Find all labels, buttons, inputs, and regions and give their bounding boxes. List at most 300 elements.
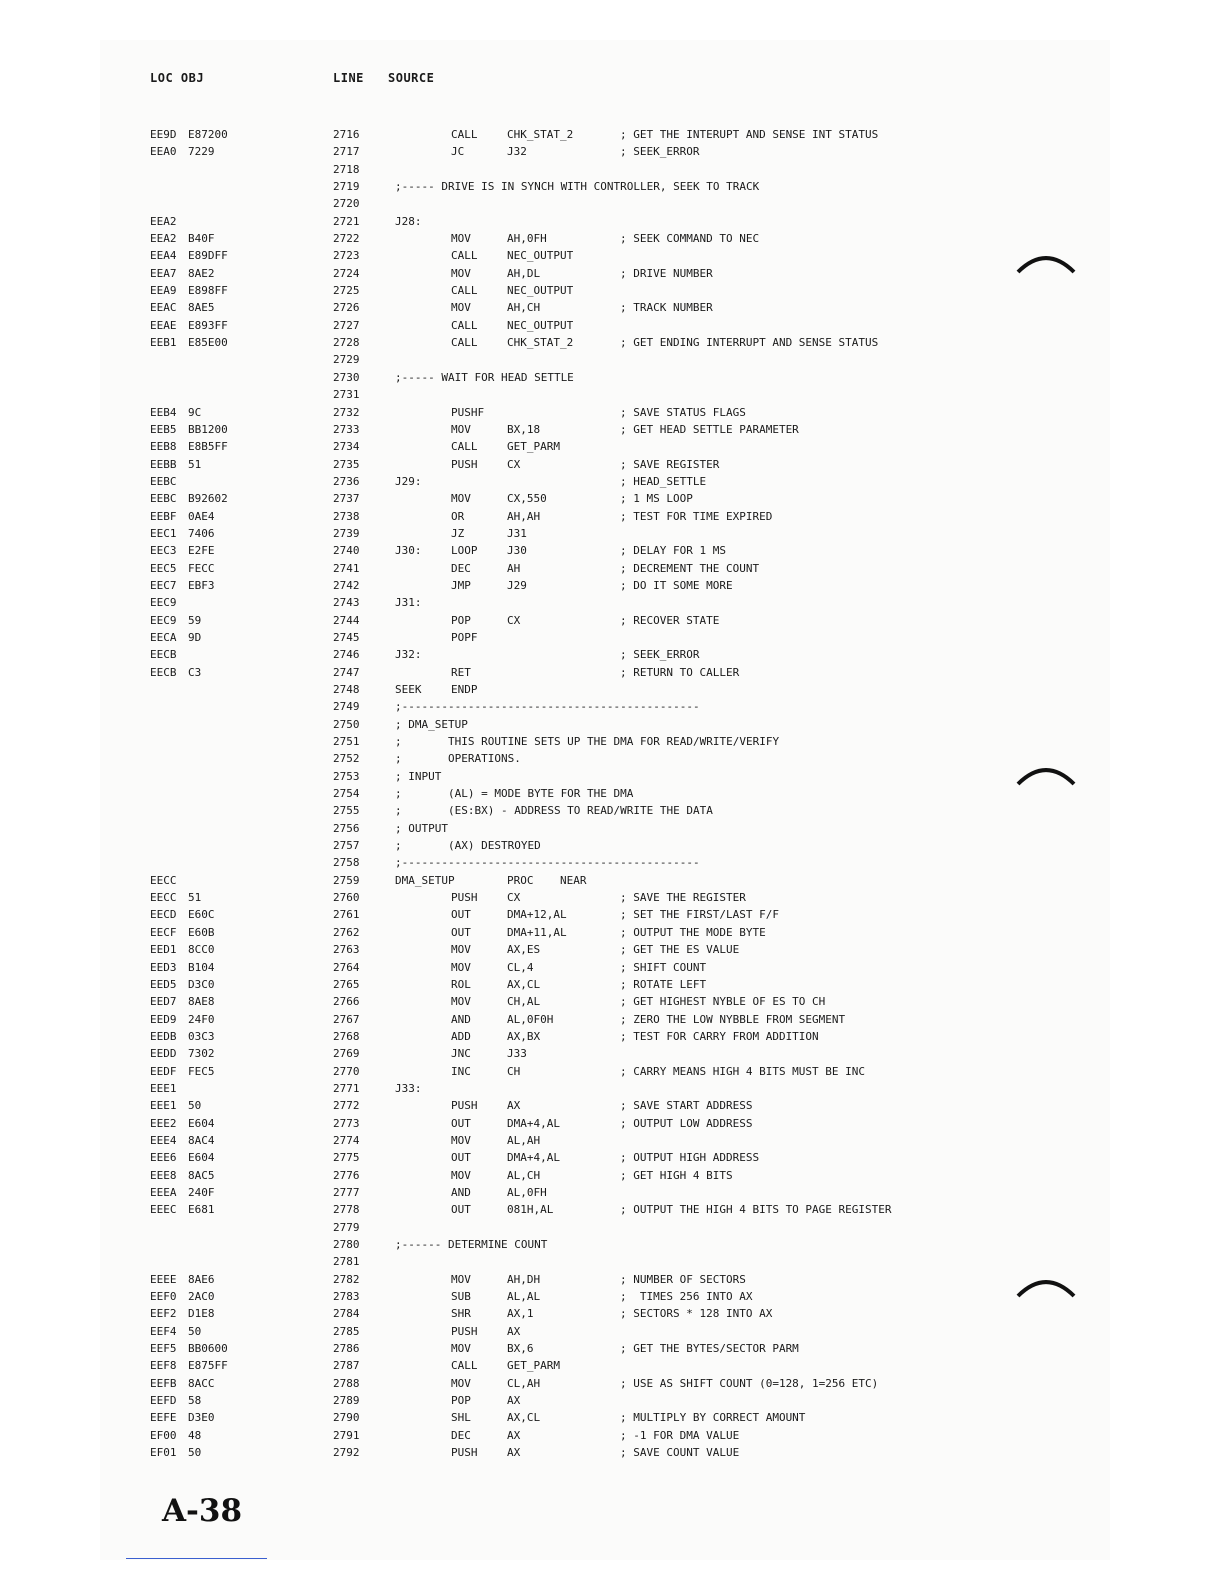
line-number: 2742 — [333, 578, 360, 592]
listing-row — [0, 716, 1224, 733]
obj-cell: E60C — [188, 908, 215, 922]
listing-row — [0, 1080, 1224, 1097]
loc-cell: EF01 — [150, 1446, 177, 1460]
loc-cell: EEFB — [150, 1376, 177, 1390]
loc-cell: EECB — [150, 665, 177, 679]
listing-row — [0, 508, 1224, 525]
opcode-cell: CALL — [451, 318, 478, 332]
line-number: 2765 — [333, 977, 360, 991]
comment-cell: ; SEEK_ERROR — [620, 648, 700, 662]
obj-cell: E2FE — [188, 544, 215, 558]
listing-row — [0, 802, 1224, 819]
obj-cell: 8AE2 — [188, 266, 215, 280]
line-number: 2767 — [333, 1012, 360, 1026]
operand-cell: AX — [507, 1394, 521, 1408]
operand-cell: BX,6 — [507, 1342, 534, 1356]
operand-cell: AL,CH — [507, 1168, 541, 1182]
comment-cell: ; OUTPUT HIGH ADDRESS — [620, 1151, 760, 1165]
loc-cell: EF00 — [150, 1428, 177, 1442]
operand-cell: DMA+4,AL — [507, 1151, 560, 1165]
line-number: 2743 — [333, 596, 360, 610]
line-number: 2735 — [333, 457, 360, 471]
obj-cell: 51 — [188, 457, 202, 471]
listing-row — [0, 854, 1224, 871]
listing-row — [0, 560, 1224, 577]
loc-cell: EEBC — [150, 492, 177, 506]
loc-cell: EEB1 — [150, 336, 177, 350]
obj-cell: D3C0 — [188, 977, 215, 991]
comment-cell: ; NUMBER OF SECTORS — [620, 1272, 746, 1286]
operand-cell: AX,CL — [507, 1411, 541, 1425]
operand-cell: J33 — [507, 1047, 527, 1061]
loc-cell: EEBC — [150, 474, 177, 488]
loc-cell: EE9D — [150, 128, 177, 141]
obj-cell: E8B5FF — [188, 440, 228, 454]
line-number: 2737 — [333, 492, 360, 506]
footer-rule — [126, 1558, 267, 1559]
obj-cell: 240F — [188, 1185, 215, 1199]
comment-cell: ; TRACK NUMBER — [620, 301, 713, 315]
operand-cell: AH,DH — [507, 1272, 541, 1286]
source-text: ;--------------------------------------------- — [395, 856, 700, 870]
listing-row — [0, 1357, 1224, 1374]
listing-row — [0, 213, 1224, 230]
header-loc-obj: LOC OBJ — [150, 71, 205, 85]
loc-cell: EEA7 — [150, 266, 177, 280]
comment-cell: ; USE AS SHIFT COUNT (0=128, 1=256 ETC) — [620, 1376, 879, 1390]
loc-cell: EEA4 — [150, 249, 177, 263]
listing-row — [0, 1011, 1224, 1028]
listing-row — [0, 1097, 1224, 1114]
comment-cell: ; RECOVER STATE — [620, 613, 720, 627]
source-text: ; THIS ROUTINE SETS UP THE DMA FOR READ/WRITE/VERIFY — [395, 735, 780, 749]
operand-cell: NEC_OUTPUT — [507, 284, 574, 298]
operand-cell: AX — [507, 1428, 521, 1442]
operand-cell: AX,1 — [507, 1307, 534, 1321]
comment-cell: ; ZERO THE LOW NYBBLE FROM SEGMENT — [620, 1012, 846, 1026]
comment-cell: ; GET HIGHEST NYBLE OF ES TO CH — [620, 995, 826, 1009]
obj-cell: 8AC4 — [188, 1133, 215, 1147]
loc-cell: EEE8 — [150, 1168, 177, 1182]
comment-cell: ; GET THE INTERUPT AND SENSE INT STATUS — [620, 128, 879, 141]
opcode-cell: OR — [451, 509, 465, 523]
loc-cell: EEE1 — [150, 1081, 177, 1095]
opcode-cell: POPF — [451, 630, 478, 644]
opcode-cell: ADD — [451, 1029, 471, 1043]
operand-cell: DMA+12,AL — [507, 908, 567, 922]
label-cell: J31: — [395, 596, 422, 610]
listing-row — [0, 473, 1224, 490]
obj-cell: B92602 — [188, 492, 228, 506]
comment-cell: ; CARRY MEANS HIGH 4 BITS MUST BE INC — [620, 1064, 866, 1078]
label-cell: SEEK — [395, 683, 422, 696]
obj-cell: 8AE8 — [188, 995, 215, 1009]
line-number: 2736 — [333, 474, 360, 488]
line-number: 2727 — [333, 318, 360, 332]
obj-cell: 50 — [188, 1446, 202, 1460]
opcode-cell: OUT — [451, 1151, 471, 1165]
loc-cell: EEB4 — [150, 405, 177, 419]
line-number: 2784 — [333, 1307, 360, 1321]
opcode-cell: PUSH — [451, 457, 478, 471]
listing-row — [0, 525, 1224, 542]
operand-cell: CL,4 — [507, 960, 534, 974]
listing-row — [0, 1115, 1224, 1132]
opcode-cell: OUT — [451, 925, 471, 939]
listing-row — [0, 629, 1224, 646]
line-number: 2723 — [333, 249, 360, 263]
operand-cell: CX — [507, 613, 521, 627]
binder-hole-mark — [1016, 762, 1076, 792]
line-number: 2754 — [333, 787, 360, 801]
comment-cell: ; GET ENDING INTERRUPT AND SENSE STATUS — [620, 336, 879, 350]
line-number: 2718 — [333, 162, 360, 176]
loc-cell: EECF — [150, 925, 177, 939]
opcode-cell: SHL — [451, 1411, 471, 1425]
operand-cell: NEC_OUTPUT — [507, 318, 574, 332]
operand-cell: BX,18 — [507, 422, 541, 436]
source-text: ; DMA_SETUP — [395, 717, 468, 731]
loc-cell: EEC3 — [150, 544, 177, 558]
comment-cell: ; DELAY FOR 1 MS — [620, 544, 726, 558]
line-number: 2792 — [333, 1446, 360, 1460]
listing-row — [0, 1167, 1224, 1184]
loc-cell: EEF8 — [150, 1359, 177, 1373]
operand-cell: CHK_STAT_2 — [507, 128, 574, 141]
obj-cell: 58 — [188, 1394, 202, 1408]
listing-row — [0, 1132, 1224, 1149]
line-number: 2746 — [333, 648, 360, 662]
obj-cell: E604 — [188, 1116, 215, 1130]
obj-cell: FECC — [188, 561, 215, 575]
opcode-cell: MOV — [451, 266, 471, 280]
line-number: 2770 — [333, 1064, 360, 1078]
loc-cell: EEE6 — [150, 1151, 177, 1165]
obj-cell: 8AE5 — [188, 301, 215, 315]
loc-cell: EEA9 — [150, 284, 177, 298]
obj-cell: BB0600 — [188, 1342, 228, 1356]
comment-cell: ; RETURN TO CALLER — [620, 665, 740, 679]
operand-cell: AX,ES — [507, 943, 541, 957]
loc-cell: EEEC — [150, 1203, 177, 1217]
opcode-cell: JZ — [451, 526, 465, 540]
line-number: 2748 — [333, 683, 360, 696]
loc-cell: EED5 — [150, 977, 177, 991]
operand-cell: CHK_STAT_2 — [507, 336, 574, 350]
listing-row — [0, 1219, 1224, 1236]
obj-cell: C3 — [188, 665, 202, 679]
opcode-cell: MOV — [451, 1272, 471, 1286]
operand-cell: AH,0FH — [507, 232, 547, 246]
loc-cell: EEF0 — [150, 1290, 177, 1304]
obj-cell: D1E8 — [188, 1307, 215, 1321]
listing-row — [0, 1028, 1224, 1045]
opcode-cell: CALL — [451, 336, 478, 350]
line-number: 2779 — [333, 1220, 360, 1234]
listing-row — [0, 924, 1224, 941]
comment-cell: ; 1 MS LOOP — [620, 492, 693, 506]
obj-cell: 2AC0 — [188, 1290, 215, 1304]
opcode-cell: ENDP — [451, 683, 478, 696]
comment-cell: ; DRIVE NUMBER — [620, 266, 713, 280]
header-line: LINE — [333, 71, 364, 85]
opcode-cell: MOV — [451, 1168, 471, 1182]
loc-cell: EEC5 — [150, 561, 177, 575]
loc-cell: EEAE — [150, 318, 177, 332]
opcode-cell: RET — [451, 665, 471, 679]
operand-cell: CH,AL — [507, 995, 541, 1009]
obj-cell: 7302 — [188, 1047, 215, 1061]
comment-cell: ; SAVE THE REGISTER — [620, 891, 746, 905]
operand-cell: CX,550 — [507, 492, 547, 506]
obj-cell: E60B — [188, 925, 215, 939]
line-number: 2753 — [333, 769, 360, 783]
line-number: 2781 — [333, 1255, 360, 1269]
source-text: ;--------------------------------------------- — [395, 700, 700, 714]
listing-row — [0, 456, 1224, 473]
listing-row — [0, 282, 1224, 299]
opcode-cell: OUT — [451, 1203, 471, 1217]
listing-row — [0, 820, 1224, 837]
opcode-cell: MOV — [451, 1342, 471, 1356]
line-number: 2730 — [333, 370, 360, 384]
listing-row — [0, 1340, 1224, 1357]
opcode-cell: JNC — [451, 1047, 471, 1061]
operand-cell: J30 — [507, 544, 527, 558]
operand-cell: J29 — [507, 578, 527, 592]
loc-cell: EEBB — [150, 457, 177, 471]
opcode-cell: MOV — [451, 232, 471, 246]
opcode-cell: MOV — [451, 995, 471, 1009]
opcode-cell: CALL — [451, 284, 478, 298]
line-number: 2717 — [333, 145, 360, 159]
line-number: 2791 — [333, 1428, 360, 1442]
line-number: 2782 — [333, 1272, 360, 1286]
obj-cell: 24F0 — [188, 1012, 215, 1026]
listing-row — [0, 230, 1224, 247]
listing-row — [0, 906, 1224, 923]
obj-cell: B104 — [188, 960, 215, 974]
source-text: ;------ DETERMINE COUNT — [395, 1238, 548, 1251]
obj-cell: 8AE6 — [188, 1272, 215, 1286]
comment-cell: ; OUTPUT THE HIGH 4 BITS TO PAGE REGISTER — [620, 1203, 892, 1217]
loc-cell: EEC9 — [150, 596, 177, 610]
line-number: 2725 — [333, 284, 360, 298]
label-cell: DMA_SETUP — [395, 873, 455, 887]
listing-row — [0, 1184, 1224, 1201]
label-cell: J33: — [395, 1081, 422, 1095]
operand-cell: AH,DL — [507, 266, 541, 280]
obj-cell: E898FF — [188, 284, 228, 298]
opcode-cell: CALL — [451, 249, 478, 263]
listing-row — [0, 490, 1224, 507]
listing-row — [0, 733, 1224, 750]
operand-cell: DMA+11,AL — [507, 925, 567, 939]
line-number: 2739 — [333, 526, 360, 540]
listing-row — [0, 299, 1224, 316]
line-number: 2752 — [333, 752, 360, 766]
comment-cell: ; ROTATE LEFT — [620, 977, 707, 991]
opcode-cell: SUB — [451, 1290, 471, 1304]
operand-cell: 081H,AL — [507, 1203, 554, 1217]
operand-cell: AH,AH — [507, 509, 541, 523]
comment-cell: ; GET HIGH 4 BITS — [620, 1168, 733, 1182]
line-number: 2749 — [333, 700, 360, 714]
listing-row — [0, 1201, 1224, 1218]
line-number: 2728 — [333, 336, 360, 350]
source-text: ;----- DRIVE IS IN SYNCH WITH CONTROLLER, SEEK TO TRACK — [395, 180, 760, 194]
source-text: ; OPERATIONS. — [395, 752, 521, 766]
line-number: 2722 — [333, 232, 360, 246]
opcode-cell: CALL — [451, 1359, 478, 1373]
line-number: 2757 — [333, 839, 360, 853]
opcode-cell: SHR — [451, 1307, 471, 1321]
line-number: 2724 — [333, 266, 360, 280]
loc-cell: EEE2 — [150, 1116, 177, 1130]
source-text: ; (AX) DESTROYED — [395, 839, 541, 853]
listing-row — [0, 681, 1224, 698]
listing-row — [0, 161, 1224, 178]
listing-row — [0, 1444, 1224, 1461]
comment-cell: ; SAVE START ADDRESS — [620, 1099, 753, 1113]
obj-cell: E85E00 — [188, 336, 228, 350]
listing-row — [0, 1392, 1224, 1409]
label-cell: J32: — [395, 648, 422, 662]
operand-cell: PROC NEAR — [507, 873, 587, 887]
listing-row — [0, 959, 1224, 976]
comment-cell: ; DECREMENT THE COUNT — [620, 561, 760, 575]
line-number: 2766 — [333, 995, 360, 1009]
loc-cell: EEEE — [150, 1272, 177, 1286]
loc-cell: EECD — [150, 908, 177, 922]
obj-cell: 8ACC — [188, 1376, 215, 1390]
line-number: 2762 — [333, 925, 360, 939]
obj-cell: 48 — [188, 1428, 202, 1442]
line-number: 2719 — [333, 180, 360, 194]
operand-cell: NEC_OUTPUT — [507, 249, 574, 263]
source-text: ; (ES:BX) - ADDRESS TO READ/WRITE THE DATA — [395, 804, 713, 818]
loc-cell: EEB5 — [150, 422, 177, 436]
operand-cell: GET_PARM — [507, 440, 560, 454]
listing-row — [0, 889, 1224, 906]
line-number: 2780 — [333, 1238, 360, 1251]
listing-row — [0, 1375, 1224, 1392]
line-number: 2760 — [333, 891, 360, 905]
opcode-cell: MOV — [451, 492, 471, 506]
line-number: 2740 — [333, 544, 360, 558]
obj-cell: 0AE4 — [188, 509, 215, 523]
obj-cell: 50 — [188, 1099, 202, 1113]
loc-cell: EEC9 — [150, 613, 177, 627]
line-number: 2776 — [333, 1168, 360, 1182]
listing-row — [0, 594, 1224, 611]
line-number: 2741 — [333, 561, 360, 575]
obj-cell: E875FF — [188, 1359, 228, 1373]
loc-cell: EEF5 — [150, 1342, 177, 1356]
comment-cell: ; GET THE BYTES/SECTOR PARM — [620, 1342, 799, 1356]
obj-cell: FEC5 — [188, 1064, 215, 1078]
obj-cell: 9D — [188, 630, 202, 644]
opcode-cell: INC — [451, 1064, 471, 1078]
listing-row — [0, 872, 1224, 889]
line-number: 2786 — [333, 1342, 360, 1356]
loc-cell: EEFD — [150, 1394, 177, 1408]
listing-row — [0, 612, 1224, 629]
obj-cell: 7406 — [188, 526, 215, 540]
obj-cell: 9C — [188, 405, 202, 419]
loc-cell: EED7 — [150, 995, 177, 1009]
loc-cell: EEDB — [150, 1029, 177, 1043]
listing-row — [0, 195, 1224, 212]
comment-cell: ; OUTPUT LOW ADDRESS — [620, 1116, 753, 1130]
listing-row — [0, 421, 1224, 438]
operand-cell: CX — [507, 457, 521, 471]
operand-cell: J31 — [507, 526, 527, 540]
listing-row — [0, 1409, 1224, 1426]
loc-cell: EEB8 — [150, 440, 177, 454]
comment-cell: ; GET THE ES VALUE — [620, 943, 740, 957]
assembly-listing — [0, 126, 1224, 1461]
listing-row — [0, 126, 1224, 143]
opcode-cell: PUSH — [451, 891, 478, 905]
opcode-cell: MOV — [451, 301, 471, 315]
listing-row — [0, 1427, 1224, 1444]
loc-cell: EEC1 — [150, 526, 177, 540]
opcode-cell: JMP — [451, 578, 471, 592]
operand-cell: CL,AH — [507, 1376, 541, 1390]
comment-cell: ; SAVE COUNT VALUE — [620, 1446, 740, 1460]
operand-cell: AL,0FH — [507, 1185, 547, 1199]
opcode-cell: POP — [451, 613, 471, 627]
loc-cell: EEC7 — [150, 578, 177, 592]
listing-row — [0, 1149, 1224, 1166]
opcode-cell: PUSH — [451, 1324, 478, 1338]
listing-row — [0, 976, 1224, 993]
loc-cell: EEA2 — [150, 232, 177, 246]
line-number: 2764 — [333, 960, 360, 974]
loc-cell: EED9 — [150, 1012, 177, 1026]
label-cell: J30: — [395, 544, 422, 558]
listing-row — [0, 646, 1224, 663]
line-number: 2778 — [333, 1203, 360, 1217]
operand-cell: GET_PARM — [507, 1359, 560, 1373]
comment-cell: ; TEST FOR CARRY FROM ADDITION — [620, 1029, 819, 1043]
line-number: 2731 — [333, 388, 360, 402]
obj-cell: 7229 — [188, 145, 215, 159]
operand-cell: AH — [507, 561, 521, 575]
opcode-cell: CALL — [451, 440, 478, 454]
obj-cell: E87200 — [188, 128, 228, 141]
loc-cell: EEF4 — [150, 1324, 177, 1338]
line-number: 2783 — [333, 1290, 360, 1304]
listing-row — [0, 317, 1224, 334]
opcode-cell: AND — [451, 1185, 471, 1199]
listing-row — [0, 698, 1224, 715]
obj-cell: E893FF — [188, 318, 228, 332]
line-number: 2755 — [333, 804, 360, 818]
listing-row — [0, 1063, 1224, 1080]
loc-cell: EECC — [150, 891, 177, 905]
line-number: 2716 — [333, 128, 360, 141]
line-number: 2785 — [333, 1324, 360, 1338]
line-number: 2720 — [333, 197, 360, 211]
obj-cell: E89DFF — [188, 249, 228, 263]
opcode-cell: POP — [451, 1394, 471, 1408]
listing-row — [0, 577, 1224, 594]
loc-cell: EED1 — [150, 943, 177, 957]
line-number: 2744 — [333, 613, 360, 627]
obj-cell: 50 — [188, 1324, 202, 1338]
